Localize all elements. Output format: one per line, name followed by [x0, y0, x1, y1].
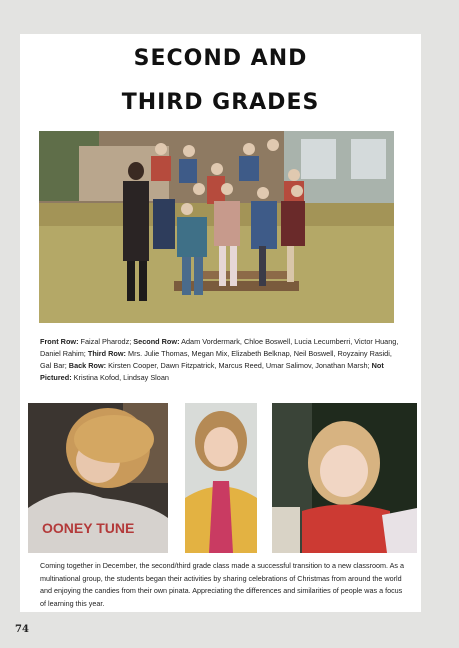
- page-title-line-1: SECOND AND: [133, 46, 308, 71]
- front-row-names: Faizal Pharodz;: [80, 337, 132, 346]
- third-row-label: Third Row:: [87, 349, 126, 358]
- group-photo: [39, 131, 394, 323]
- yearbook-page: [20, 34, 421, 612]
- second-row-names: Adam Vordermark, Chloe Boswell, Lucia Lecumberri, Victor Huang, Daniel Rahim;: [40, 337, 399, 358]
- not-pictured-label: Not Pictured:: [40, 361, 384, 382]
- back-row-names: Kirsten Cooper, Dawn Fitzpatrick, Marcus Reed, Umar Salimov, Jonathan Marsh;: [108, 361, 370, 370]
- student-reading-photo: [28, 403, 168, 553]
- second-row-label: Second Row:: [133, 337, 180, 346]
- back-row-label: Back Row:: [68, 361, 107, 370]
- article-body-text: Coming together in December, the second/third grade class made a successful transition to a new classroom. As a multinational group, the students began their activities by sharing celebrations of Christmas from around the world and enjoying the candies from their own pinata. Appreciating the differences and similarities of people was a focus of learning this year.: [40, 561, 404, 608]
- front-row-label: Front Row:: [40, 337, 79, 346]
- page-number: 74: [15, 624, 29, 635]
- student-smiling-photo: [272, 403, 417, 553]
- page-title-line-2: THIRD GRADES: [121, 90, 320, 115]
- shirt-print: OONEY TUNE: [42, 520, 135, 536]
- photo-caption: [40, 336, 402, 384]
- third-row-names: Mrs. Julie Thomas, Megan Mix, Elizabeth Belknap, Neil Boswell, Royzainy Rasidi, Gal Bar;: [40, 349, 392, 370]
- not-pictured-names: Kristina Kofod, Lindsay Sloan: [73, 373, 169, 382]
- student-portrait-photo: [185, 403, 257, 553]
